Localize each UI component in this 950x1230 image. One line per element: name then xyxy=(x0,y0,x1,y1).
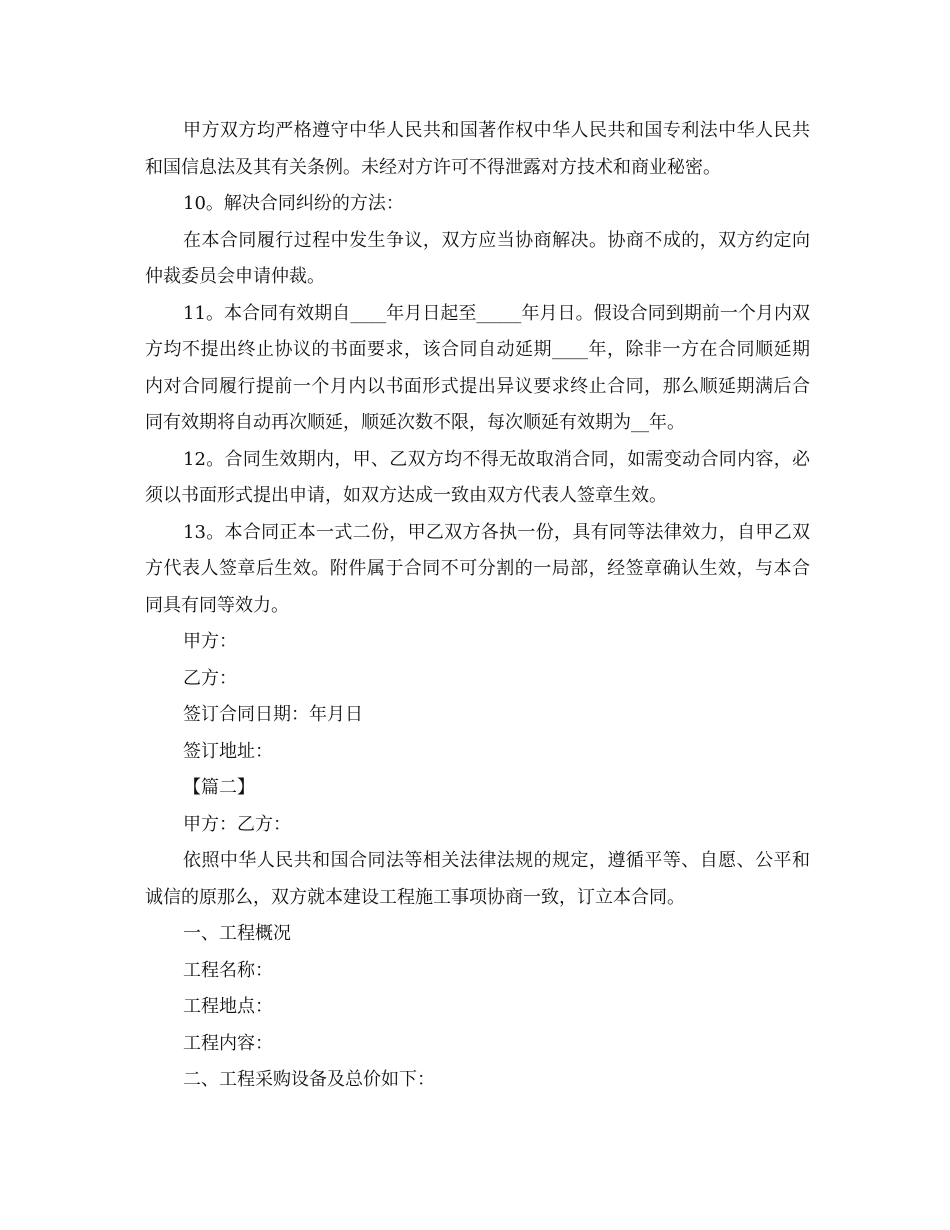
paragraph-clause-11-term: 11。本合同有效期自____年月日起至_____年月日。假设合同到期前一个月内双方均不提出终止协议的书面要求，该合同自动延期____年，除非一方在合同顺延期内对合同履行提前一个月内以书面形式提出异议要求终止合同，那么顺延期满后合同有效期将自动再次顺延，顺延次数不限，每次顺延有效期为__年。 xyxy=(145,302,810,433)
project-overview-heading: 一、工程概况 xyxy=(183,923,291,944)
project-location-line: 工程地点： xyxy=(183,996,273,1017)
document-body xyxy=(145,113,810,1099)
equipment-heading: 二、工程采购设备及总价如下： xyxy=(183,1069,435,1090)
parties-line: 甲方：乙方： xyxy=(183,813,291,835)
signing-date-line: 签订合同日期：年月日 xyxy=(183,704,363,725)
paragraph-confidentiality: 甲方双方均严格遵守中华人民共和国著作权中华人民共和国专利法中华人民共和国信息法及其有关条例。未经对方许可不得泄露对方技术和商业秘密。 xyxy=(145,120,810,178)
project-name-line: 工程名称： xyxy=(183,959,273,981)
paragraph-clause-12-changes: 12。合同生效期内，甲、乙双方均不得无故取消合同，如需变动合同内容，必须以书面形式提出申请，如双方达成一致由双方代表人签章生效。 xyxy=(145,448,810,506)
project-content-line: 工程内容： xyxy=(183,1032,273,1054)
party-b-line: 乙方： xyxy=(183,667,237,689)
signing-place-line: 签订地址： xyxy=(183,740,273,762)
paragraph-clause-10-heading: 10。解决合同纠纷的方法： xyxy=(183,193,404,214)
party-a-line: 甲方： xyxy=(183,631,237,652)
section-two-heading: 【篇二】 xyxy=(183,777,255,798)
paragraph-dispute-resolution: 在本合同履行过程中发生争议，双方应当协商解决。协商不成的，双方约定向仲裁委员会申请仲裁。 xyxy=(145,229,810,287)
paragraph-clause-13-copies: 13。本合同正本一式二份，甲乙双方各执一份，具有同等法律效力，自甲乙双方代表人签章后生效。附件属于合同不可分割的一局部，经签章确认生效，与本合同具有同等效力。 xyxy=(145,521,810,616)
paragraph-legal-basis: 依照中华人民共和国合同法等相关法律法规的规定，遵循平等、自愿、公平和诚信的原那么，双方就本建设工程施工事项协商一致，订立本合同。 xyxy=(145,850,810,908)
